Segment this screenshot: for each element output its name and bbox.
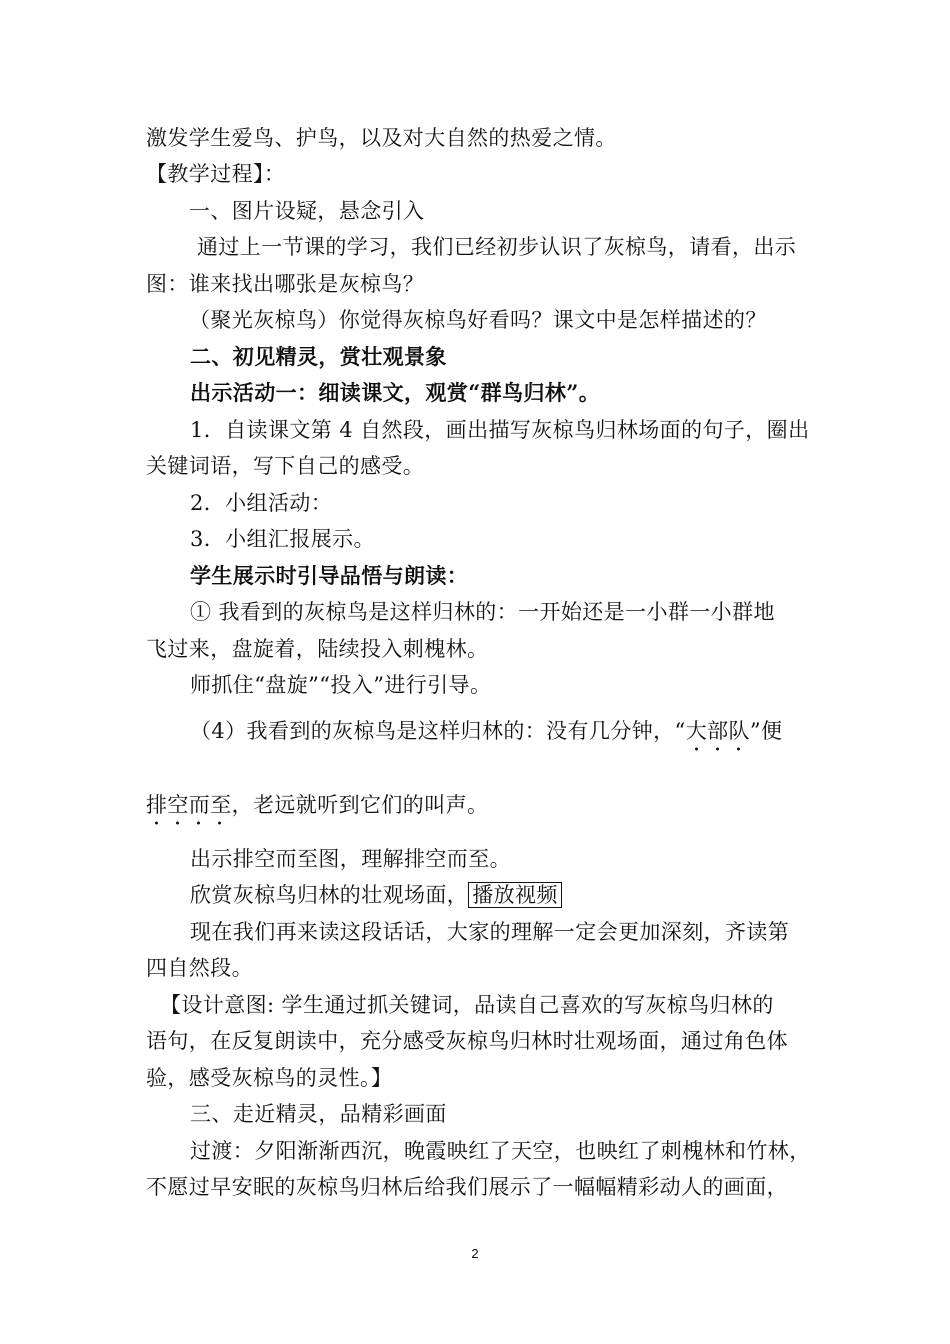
paragraph-line: 四自然段。: [146, 956, 253, 980]
play-video-label: 播放视频: [468, 882, 562, 908]
design-intent-line: 验，感受灰椋鸟的灵性。】: [146, 1066, 393, 1090]
paragraph-line: （聚光灰椋鸟）你觉得灰椋鸟好看吗？课文中是怎样描述的？: [189, 308, 767, 332]
paragraph-line: 飞过来，盘旋着，陆续投入刺槐林。: [146, 637, 489, 661]
paragraph-line: 关键词语，写下自己的感受。: [146, 454, 425, 478]
paragraph-line: 图：谁来找出哪张是灰椋鸟？: [146, 272, 425, 296]
paragraph-line: [146, 791, 488, 819]
section-heading-teaching-process: 【教学过程】：: [146, 162, 286, 186]
section-heading-2: 二、初见精灵，赏壮观景象: [190, 344, 447, 369]
list-item-2: 2．小组活动：: [190, 491, 333, 515]
section-heading-3: 三、走近精灵，品精彩画面: [190, 1102, 447, 1126]
line-text: ，老远就听到它们的叫声。: [231, 793, 489, 817]
page-number: 2: [471, 1246, 479, 1261]
paragraph-line: [190, 881, 562, 909]
activity-heading: 出示活动一：细读课文，观赏“群鸟归林”。: [190, 380, 601, 405]
emphasis-dotted-text: 排空而至: [146, 793, 232, 827]
emphasis-dotted-text: 大部队: [686, 719, 750, 753]
line-text: ”便: [749, 719, 783, 743]
design-intent-line: 【设计意图: 学生通过抓关键词，品读自己喜欢的写灰椋鸟归林的: [160, 993, 774, 1017]
paragraph-line: [190, 717, 782, 745]
line-text: （4）我看到的灰椋鸟是这样归林的：没有几分钟，“: [190, 719, 686, 743]
paragraph-line: 通过上一节课的学习，我们已经初步认识了灰椋鸟，请看，出示: [197, 235, 797, 259]
paragraph-line: 过渡：夕阳渐渐西沉，晚霞映红了天空，也映红了刺槐林和竹林，: [190, 1139, 811, 1163]
paragraph-line: 现在我们再来读这段话话，大家的理解一定会更加深刻，齐读第: [190, 920, 790, 944]
paragraph-line: 激发学生爱鸟、护鸟，以及对大自然的热爱之情。: [146, 126, 617, 150]
guidance-heading: 学生展示时引导品悟与朗读：: [190, 563, 469, 588]
paragraph-line: 不愿过早安眠的灰椋鸟归林后给我们展示了一幅幅精彩动人的画面，: [146, 1175, 788, 1199]
line-text: 欣赏灰椋鸟归林的壮观场面，: [190, 883, 469, 907]
design-intent-line: 语句，在反复朗读中，充分感受灰椋鸟归林时壮观场面，通过角色体: [146, 1029, 788, 1053]
paragraph-line: 出示排空而至图，理解排空而至。: [190, 847, 511, 871]
section-heading-1: 一、图片设疑，悬念引入: [189, 199, 425, 223]
paragraph-line: ① 我看到的灰椋鸟是这样归林的：一开始还是一小群一小群地: [190, 600, 775, 624]
list-item-3: 3．小组汇报展示。: [190, 527, 375, 551]
paragraph-line: 师抓住“盘旋”“投入”进行引导。: [190, 673, 492, 697]
list-item-1: 1．自读课文第 4 自然段，画出描写灰椋鸟归林场面的句子，圈出: [190, 418, 810, 442]
